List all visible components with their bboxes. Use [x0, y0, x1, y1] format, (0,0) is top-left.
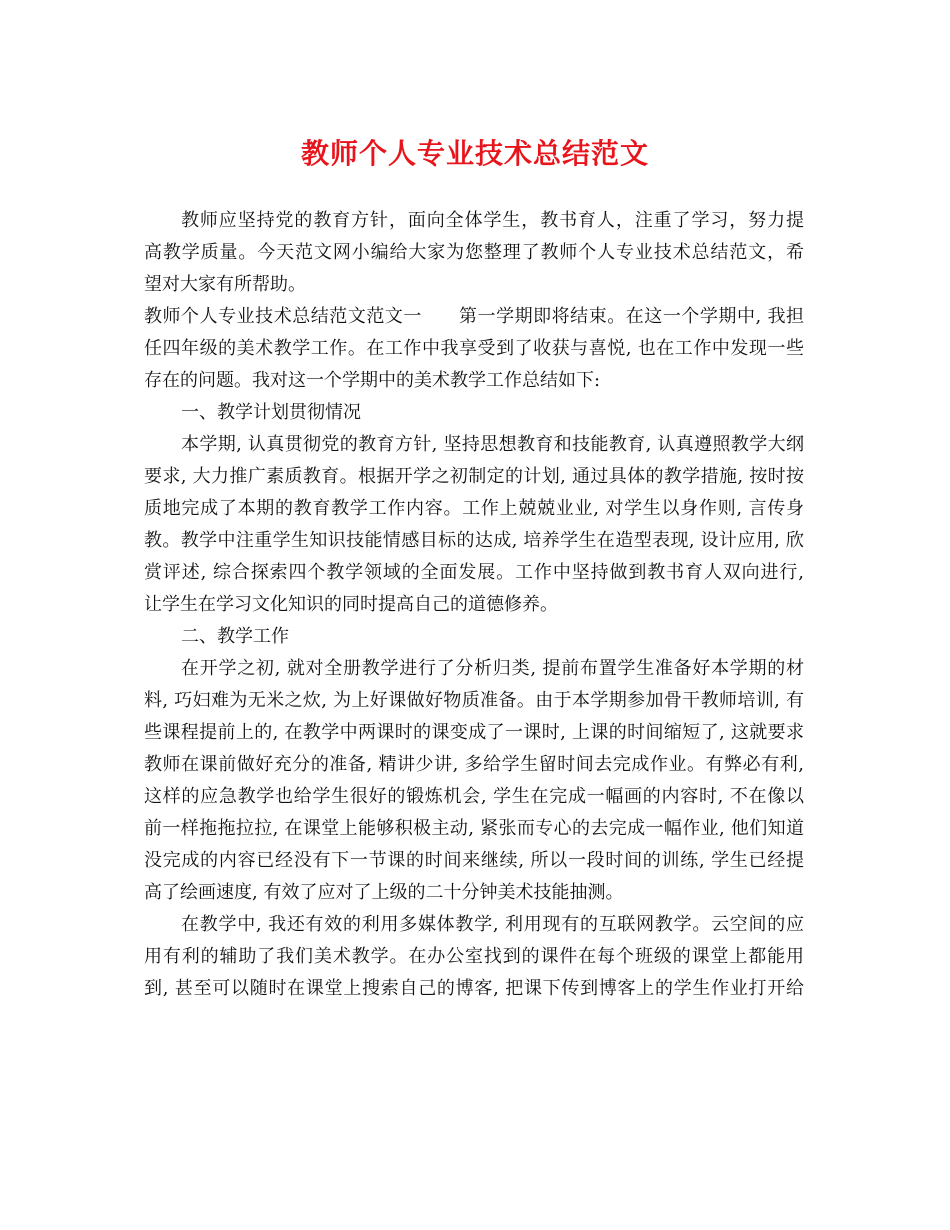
text-line: 质地完成了本期的教育教学工作内容。工作上兢兢业业, 对学生以身作则, 言传身 — [144, 498, 804, 519]
text-line: 前一样拖拖拉拉, 在课堂上能够积极主动, 紧张而专心的去完成一幅作业, 他们知道 — [144, 818, 804, 839]
document-body — [144, 205, 804, 1005]
text-line: 要求, 大力推广素质教育。根据开学之初制定的计划, 通过具体的教学措施, 按时按 — [144, 466, 804, 487]
text-line: 到, 甚至可以随时在课堂上搜索自己的博客, 把课下传到博客上的学生作业打开给 — [144, 978, 804, 999]
text-line: 本学期, 认真贯彻党的教育方针, 坚持思想教育和技能教育, 认真遵照教学大纲 — [181, 434, 804, 455]
text-line: 教师个人专业技术总结范文范文一 第一学期即将结束。在这一个学期中, 我担 — [144, 306, 804, 327]
text-line: 教。教学中注重学生知识技能情感目标的达成, 培养学生在造型表现, 设计应用, 欣 — [144, 530, 804, 551]
text-line: 用有利的辅助了我们美术教学。在办公室找到的课件在每个班级的课堂上都能用 — [144, 946, 804, 967]
text-line: 高了绘画速度, 有效了应对了上级的二十分钟美术技能抽测。 — [144, 882, 624, 903]
text-line: 存在的问题。我对这一个学期中的美术教学工作总结如下: — [144, 370, 601, 391]
text-line: 二、教学工作 — [181, 626, 289, 647]
text-line: 任四年级的美术教学工作。在工作中我享受到了收获与喜悦, 也在工作中发现一些 — [144, 338, 804, 359]
text-line: 高教学质量。今天范文网小编给大家为您整理了教师个人专业技术总结范文，希 — [144, 242, 804, 263]
document-title: 教师个人专业技术总结范文 — [300, 137, 649, 170]
text-line: 在开学之初, 就对全册教学进行了分析归类, 提前布置学生准备好本学期的材 — [181, 658, 804, 679]
text-line: 望对大家有所帮助。 — [144, 274, 306, 295]
text-line: 教师在课前做好充分的准备, 精讲少讲, 多给学生留时间去完成作业。有弊必有利, — [144, 754, 804, 775]
text-line: 这样的应急教学也给学生很好的锻炼机会, 学生在完成一幅画的内容时, 不在像以 — [144, 786, 804, 807]
text-line: 料, 巧妇难为无米之炊, 为上好课做好物质准备。由于本学期参加骨干教师培训, 有 — [144, 690, 804, 711]
text-line: 赏评述, 综合探索四个教学领域的全面发展。工作中坚持做到教书育人双向进行, — [144, 562, 804, 583]
text-line: 在教学中, 我还有效的利用多媒体教学, 利用现有的互联网教学。云空间的应 — [181, 914, 804, 935]
text-line: 些课程提前上的, 在教学中两课时的课变成了一课时, 上课的时间缩短了, 这就要求 — [144, 722, 804, 743]
text-line: 教师应坚持党的教育方针，面向全体学生，教书育人，注重了学习，努力提 — [181, 210, 804, 231]
text-line: 让学生在学习文化知识的同时提高自己的道德修养。 — [144, 594, 558, 615]
text-line: 没完成的内容已经没有下一节课的时间来继续, 所以一段时间的训练, 学生已经提 — [144, 850, 804, 871]
text-line: 一、教学计划贯彻情况 — [181, 402, 361, 423]
